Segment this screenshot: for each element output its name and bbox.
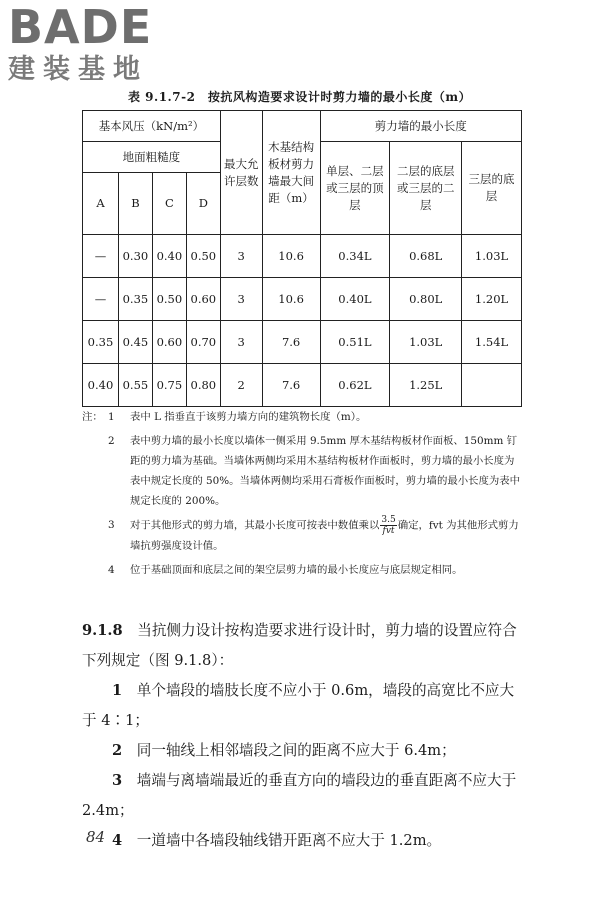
cell: 7.6	[262, 364, 320, 407]
clause-body	[82, 616, 524, 856]
item-text: 单个墙段的墙肢长度不应小于 0.6m，墙段的高宽比不应大于 4∶1；	[82, 682, 515, 729]
logo-wordmark: BADE	[8, 0, 153, 54]
item-number: 4	[112, 832, 123, 849]
hdr-second-floor: 二层的底层或三层的二层	[390, 142, 462, 235]
cell: 0.60	[152, 321, 186, 364]
cell: 10.6	[262, 235, 320, 278]
note-number: 2	[108, 435, 115, 447]
cell: 0.50	[152, 278, 186, 321]
hdr-roughness: 地面粗糙度	[83, 142, 221, 173]
cell: 7.6	[262, 321, 320, 364]
cell: 1.03L	[462, 235, 522, 278]
table-notes	[82, 407, 522, 580]
hdr-wind-pressure: 基本风压（kN/m²）	[83, 111, 221, 142]
cell: 2	[220, 364, 262, 407]
cell: 0.80L	[390, 278, 462, 321]
item-number: 2	[112, 742, 123, 759]
cell: 0.30	[118, 235, 152, 278]
note-number: 4	[108, 564, 115, 576]
note-text: 表中 L 指垂直于该剪力墙方向的建筑物长度（m）。	[130, 411, 367, 423]
clause-item	[82, 676, 524, 736]
fraction	[380, 515, 396, 536]
cell: 0.55	[118, 364, 152, 407]
cell: 0.60	[186, 278, 220, 321]
fraction-denominator: fvt	[382, 526, 395, 536]
cell: 0.45	[118, 321, 152, 364]
note-text: 确定，fvt 为其他形式剪力墙抗剪强度设计值。	[130, 519, 519, 552]
cell: 0.40L	[320, 278, 390, 321]
hdr-top-floor: 单层、二层或三层的顶层	[320, 142, 390, 235]
page-number: 84	[86, 828, 106, 846]
hdr-bottom-floor: 三层的底层	[462, 142, 522, 235]
cell: 0.75	[152, 364, 186, 407]
item-number: 3	[112, 772, 123, 789]
bade-logo	[8, 0, 178, 94]
cell: 3	[220, 321, 262, 364]
clause-item	[82, 766, 524, 826]
cell: —	[83, 235, 119, 278]
cell: 0.35	[118, 278, 152, 321]
logo-subtitle: 建装基地	[8, 54, 148, 85]
hdr-cat-a: A	[83, 173, 119, 235]
note-number: 1	[108, 411, 115, 423]
cell: 0.34L	[320, 235, 390, 278]
item-number: 1	[112, 682, 123, 699]
cell: 0.80	[186, 364, 220, 407]
hdr-cat-b: B	[118, 173, 152, 235]
table-caption: 表 9.1.7-2 按抗风构造要求设计时剪力墙的最小长度（m）	[128, 90, 472, 104]
table-row	[83, 321, 522, 364]
notes-label: 注：	[82, 411, 103, 423]
note-3	[82, 515, 522, 556]
hdr-max-spacing: 木基结构板材剪力墙最大间距（m）	[262, 111, 320, 235]
cell: 1.03L	[390, 321, 462, 364]
item-text: 墙端与离墙端最近的垂直方向的墙段边的垂直距离不应大于 2.4m；	[82, 772, 517, 819]
cell: 3	[220, 278, 262, 321]
clause-text: 当抗侧力设计按构造要求进行设计时，剪力墙的设置应符合下列规定（图 9.1.8）：	[82, 622, 517, 669]
note-2	[82, 431, 522, 511]
clause-heading	[82, 616, 524, 676]
item-text: 同一轴线上相邻墙段之间的距离不应大于 6.4m；	[136, 742, 456, 759]
table-row	[83, 278, 522, 321]
hdr-cat-d: D	[186, 173, 220, 235]
note-text: 对于其他形式的剪力墙，其最小长度可按表中数值乘以	[130, 519, 380, 532]
clause-number: 9.1.8	[82, 622, 123, 639]
cell: 10.6	[262, 278, 320, 321]
note-text: 位于基础顶面和底层之间的架空层剪力墙的最小长度应与底层规定相同。	[130, 564, 463, 576]
cell: —	[83, 278, 119, 321]
cell: 0.50	[186, 235, 220, 278]
cell: 0.62L	[320, 364, 390, 407]
hdr-min-length: 剪力墙的最小长度	[320, 111, 521, 142]
cell: 0.68L	[390, 235, 462, 278]
hdr-cat-c: C	[152, 173, 186, 235]
cell: 0.35	[83, 321, 119, 364]
hdr-max-floors: 最大允许层数	[220, 111, 262, 235]
shear-wall-table	[82, 110, 522, 407]
clause-item	[82, 736, 524, 766]
note-number: 3	[108, 519, 115, 531]
clause-item	[82, 826, 524, 856]
cell: 0.51L	[320, 321, 390, 364]
note-text: 表中剪力墙的最小长度以墙体一侧采用 9.5mm 厚木基结构板材作面板、150mm 钉距的剪力墙为基础。当墙体两侧均采用木基结构板材作面板时，剪力墙的最小长度为表中规定长度的 50%。当墙体两侧均采用石膏板作面板时，剪力墙的最小长度为表中规定长度的 200%。	[130, 435, 521, 507]
fraction-numerator: 3.5	[381, 515, 396, 525]
cell: 0.70	[186, 321, 220, 364]
cell	[462, 364, 522, 407]
cell: 1.20L	[462, 278, 522, 321]
note-1	[82, 407, 522, 427]
table-row	[83, 364, 522, 407]
item-text: 一道墙中各墙段轴线错开距离不应大于 1.2m。	[136, 832, 442, 849]
note-4	[82, 560, 522, 580]
cell: 3	[220, 235, 262, 278]
cell: 1.54L	[462, 321, 522, 364]
table-row	[83, 235, 522, 278]
cell: 0.40	[152, 235, 186, 278]
cell: 0.40	[83, 364, 119, 407]
cell: 1.25L	[390, 364, 462, 407]
